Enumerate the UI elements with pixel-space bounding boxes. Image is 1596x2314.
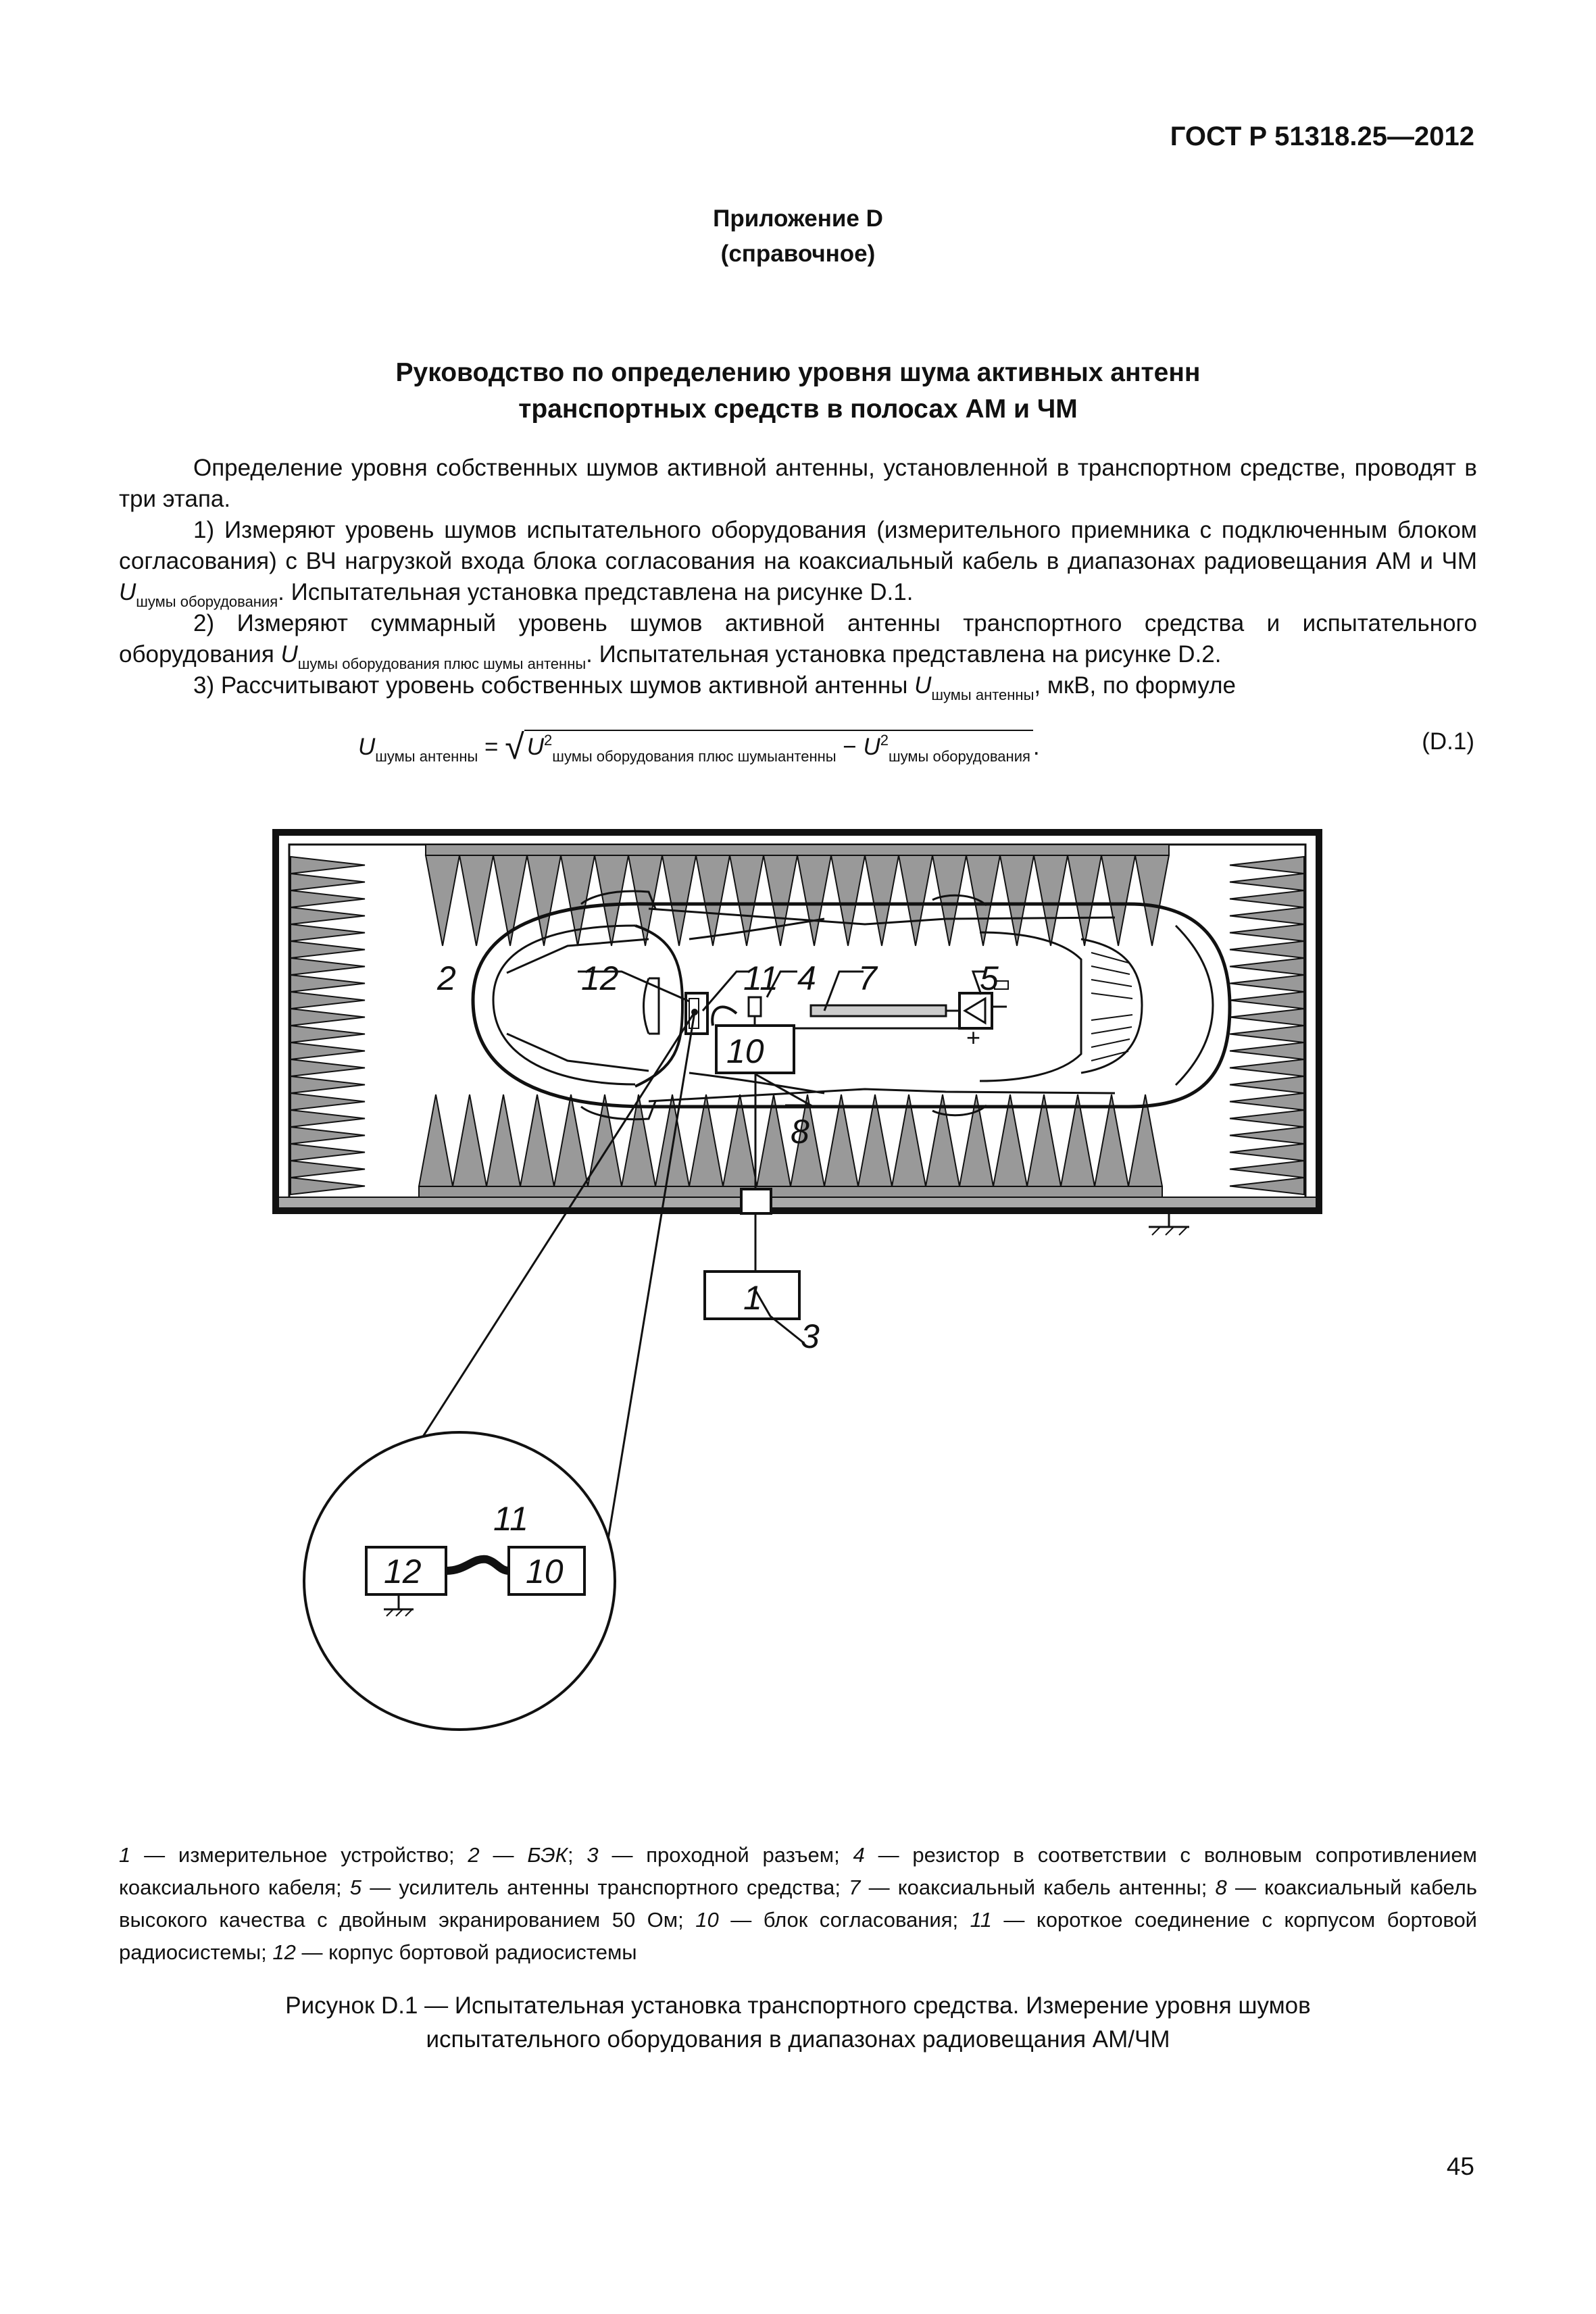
step-3-tail: , мкВ, по формуле [1034,672,1236,699]
caption-line-2: испытательного оборудования в диапазонах радиовещания АМ/ЧМ [426,2026,1170,2053]
step-3-var: U [914,672,932,699]
label-10: 10 [726,1032,764,1070]
legend-text: — корпус бортовой радиосистемы [295,1940,637,1964]
formula-term1-var: U [526,734,545,760]
legend-number: 4 [853,1843,865,1867]
step-2-paragraph [119,608,1477,670]
label-7: 7 [858,959,877,997]
label-3: 3 [801,1317,820,1355]
step-1-paragraph [119,515,1477,608]
detail-label-11: 11 [493,1500,528,1538]
sqrt-sign: √ [505,728,524,767]
section-title [0,355,1596,428]
absorber-base [426,845,1169,855]
legend-text: — короткое соединение с корпусом бортовой радиосистемы; [119,1908,1477,1964]
figure-legend [119,1839,1477,1969]
label-5: 5 [980,959,999,997]
step-2-text: 2) Измеряют суммарный уровень шумов активной антенны транспортного средства и испытательного оборудования [119,610,1477,668]
legend-number: 12 [272,1940,296,1964]
formula-end: . [1032,734,1040,760]
legend-number: 2 [468,1843,480,1867]
step-2-var: U [280,641,298,668]
label-1: 1 [743,1279,762,1317]
label-plus: + [966,1024,981,1051]
formula-lhs-sub: шумы антенны [375,748,478,765]
legend-number: 5 [349,1876,362,1899]
formula-term2-sup: 2 [880,732,889,749]
document-code: ГОСТ Р 51318.25—2012 [1170,122,1474,151]
intro-paragraph: Определение уровня собственных шумов активной антенны, установленной в транспортном средстве, проводят в три этапа. [119,455,1477,512]
legend-text-after: ; [567,1843,587,1867]
figure-caption [0,1989,1596,2057]
step-2-sub: шумы оборудования плюс шумы антенны [297,655,587,672]
step-1-text: 1) Измеряют уровень шумов испытательного оборудования (измерительного приемника с подключенным блоком согласования) с ВЧ нагрузкой входа блока согласования на коаксиальный кабель в диапазонах радиовещания АМ и ЧМ [119,517,1477,574]
title-line-1: Руководство по определению уровня шума активных антенн [395,358,1201,387]
legend-text: — коаксиальный кабель высокого качества с двойным экранированием 50 Ом; [119,1876,1477,1932]
step-1-tail: . Испытательная установка представлена на рисунке D.1. [278,579,914,605]
title-line-2: транспортных средств в полосах АМ и ЧМ [518,395,1078,424]
legend-number: 11 [970,1908,992,1932]
test-setup-figure [270,824,1338,1824]
legend-text: — измерительное устройство; [130,1843,468,1867]
legend-number: 3 [587,1843,599,1867]
formula-term1-sub: шумы оборудования плюс шумыантенны [552,748,837,765]
step-3-sub: шумы антенны [931,686,1034,703]
legend-number: 10 [695,1908,719,1932]
antenna-cable [811,1005,958,1016]
detail-label-12: 12 [384,1553,422,1590]
label-12: 12 [581,959,619,997]
legend-text: — проходной разъем; [598,1843,853,1867]
sqrt-radicand [524,730,1033,765]
legend-text: — блок согласования; [718,1908,970,1932]
appendix-type: (справочное) [720,241,876,267]
formula-equals: = [484,734,499,760]
feedthrough-connector [741,1189,771,1213]
formula-number: (D.1) [1422,728,1474,755]
legend-text: — резистор в соответствии с волновым сопротивлением коаксиального кабеля; [119,1843,1477,1899]
step-3-paragraph [119,670,1477,701]
formula-term2-var: U [863,734,880,760]
appendix-heading [0,201,1596,272]
legend-number: 8 [1215,1876,1227,1899]
formula [358,723,1040,767]
label-8: 8 [791,1113,809,1151]
legend-number: 7 [849,1876,861,1899]
caption-line-1: Рисунок D.1 — Испытательная установка транспортного средства. Измерение уровня шумов [285,1992,1311,2019]
step-3-text: 3) Рассчитывают уровень собственных шумов активной антенны [193,672,915,699]
legend-number: 1 [119,1843,131,1867]
legend-text: — [479,1843,528,1867]
step-1-var: U [119,579,136,605]
detail-label-10: 10 [526,1553,564,1590]
legend-text: — усилитель антенны транспортного средства; [361,1876,849,1899]
label-2: 2 [437,959,456,997]
formula-term1-sup: 2 [544,732,553,749]
step-1-sub: шумы оборудования [136,593,278,610]
legend-text: — коаксиальный кабель антенны; [860,1876,1216,1899]
formula-term2-sub: шумы оборудования [889,748,1030,765]
appendix-label: Приложение D [713,205,883,232]
formula-minus: − [843,734,857,760]
label-4: 4 [797,959,816,997]
page-number: 45 [1446,2153,1474,2180]
absorber-base [419,1186,1162,1197]
step-2-tail: . Испытательная установка представлена на рисунке D.2. [586,641,1222,668]
formula-lhs-var: U [358,734,376,760]
label-11: 11 [743,959,778,997]
legend-italic: БЭК [527,1843,568,1867]
